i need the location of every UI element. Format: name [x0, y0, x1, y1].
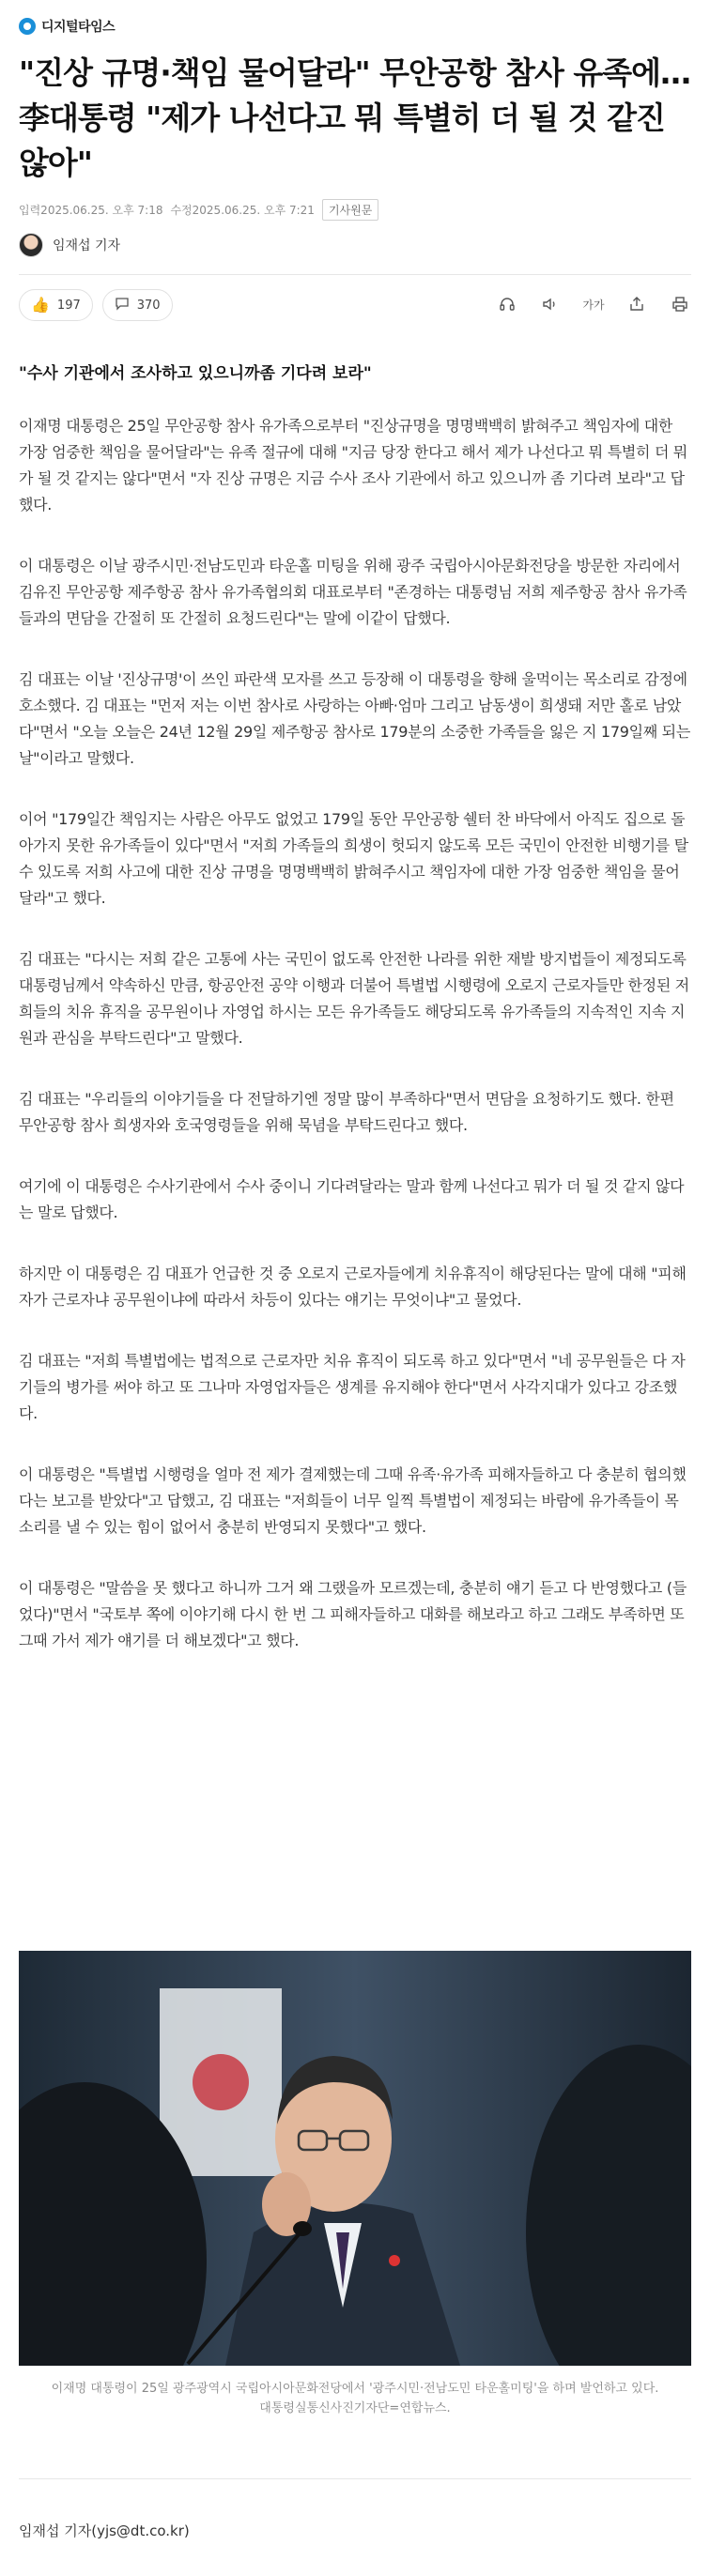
reactions-bar — [19, 289, 173, 321]
headline: "진상 규명·책임 물어달라" 무안공항 참사 유족에…李대통령 "제가 나선다고 뭐 특별히 더 될 것 같진 않아" — [19, 54, 691, 181]
reporter-byline: 임재섭 기자(yjs@dt.co.kr) — [19, 2522, 190, 2539]
article-paragraph: 김 대표는 이날 '진상규명'이 쓰인 파란색 모자를 쓰고 등장해 이 대통령을 향해 울먹이는 목소리로 감정에 호소했다. 김 대표는 "먼저 저는 이번 참사로 사랑하는 아빠·엄마 그리고 남동생이 희생돼 저만 홀로 남았다"면서 "오늘 오늘은 24년 12월 29일 제주항공 참사로 179분의 소중한 가족들을 잃은 지 179일째 되는 날"이라고 말했다. — [19, 670, 690, 767]
photo-caption: 이재명 대통령이 25일 광주광역시 국립아시아문화전당에서 '광주시민·전남도민 타운홀미팅'을 하며 발언하고 있다. 대통령실통신사진기자단=연합뉴스. — [51, 2382, 659, 2415]
article-paragraph: 이 대통령은 "특별법 시행령을 얼마 전 제가 결제했는데 그때 유족·유가족 피해자들하고 다 충분히 협의했다는 보고를 받았다"고 답했고, 김 대표는 "저희들이 너무 일찍 특별법이 제정되는 바람에 유가족들이 목소리를 낼 수 있는 힘이 없어서 충분히 반영되지 못했다"고 했다. — [19, 1465, 687, 1536]
article-tools — [496, 293, 691, 315]
article-body — [19, 413, 691, 1689]
article-paragraph: 김 대표는 "우리들의 이야기들을 다 전달하기엔 정말 많이 부족하다"면서 면담을 요청하기도 했다. 한편 무안공항 참사 희생자와 호국영령들을 위해 묵념을 부탁드린다고 했다. — [19, 1090, 674, 1134]
article-paragraph: 이재명 대통령은 25일 무안공항 참사 유가족으로부터 "진상규명을 명명백백히 밝혀주고 책임자에 대한 가장 엄중한 책임을 물어달라"는 유족 절규에 대해 "지금 당장 한다고 해서 제가 나선다고 뭐 특별히 더 뭐가 될 것 같지는 않다"면서 "자 진상 규명은 지금 수사 조사 기관에서 하고 있으니까 좀 기다려 보라"고 답했다. — [19, 417, 688, 514]
like-count: 197 — [56, 298, 81, 313]
updated-time: 수정2025.06.25. 오후 7:21 — [170, 204, 315, 217]
article-paragraph: 김 대표는 "저희 특별법에는 법적으로 근로자만 치유 휴직이 되도록 하고 있다"면서 "네 공무원들은 다 자기들의 병가를 써야 하고 또 그나마 자영업자들은 생계를 유지해야 한다"면서 사각지대가 있다고 강조했다. — [19, 1352, 686, 1422]
speaker-icon — [541, 295, 560, 314]
article-paragraph: 하지만 이 대통령은 김 대표가 언급한 것 중 오로지 근로자들에게 치유휴직이 해당된다는 말에 대해 "피해자가 근로자냐 공무원이냐에 따라서 차등이 있다는 얘기는 무엇이냐"고 물었다. — [19, 1265, 687, 1309]
audio-button[interactable] — [496, 293, 518, 315]
article-paragraph: 이어 "179일간 책임지는 사람은 아무도 없었고 179일 동안 무안공항 쉘터 찬 바닥에서 아직도 집으로 돌아가지 못한 유가족들이 있다"면서 "저희 가족들의 희생이 헛되지 않도록 모든 국민이 안전한 비행기를 탈 수 있도록 저희 사고에 대한 진상 규명을 명명백백히 밝혀주시고 책임자에 대한 가장 엄중한 책임을 물어달라"고 했다. — [19, 810, 688, 907]
like-button[interactable] — [19, 289, 93, 321]
print-button[interactable] — [669, 293, 691, 315]
author-name: 임재섭 기자 — [53, 238, 121, 253]
source-link[interactable]: 기사원문 — [322, 199, 378, 221]
print-icon — [671, 295, 689, 314]
comment-count: 370 — [136, 298, 161, 313]
author[interactable] — [19, 233, 120, 257]
brand-logo-icon — [19, 18, 36, 35]
article-paragraph: 이 대통령은 "말씀을 못 했다고 하니까 그거 왜 그랬을까 모르겠는데, 충분히 얘기 듣고 다 반영했다고 (들었다)"면서 "국토부 쪽에 이야기해 다시 한 번 그 피해자들하고 대화를 해보라고 하고 그래도 부족하면 또 그때 가서 제가 얘기를 더 해보겠다"고 했다. — [19, 1579, 687, 1649]
divider — [19, 2478, 691, 2479]
article-paragraph: 김 대표는 "다시는 저희 같은 고통에 사는 국민이 없도록 안전한 나라를 위한 재발 방지법들이 제정되도록 대통령님께서 약속하신 만큼, 항공안전 공약 이행과 더불어 특별법 시행령에 오로지 근로자들만 한정된 저희들의 치유 휴직을 공무원이나 자영업 하시는 모든 유가족들도 해당되도록 유가족들의 지속적인 지속 지원과 관심을 부탁드린다"고 말했다. — [19, 950, 689, 1047]
article-photo[interactable] — [19, 1951, 691, 2366]
divider — [19, 274, 691, 275]
font-size-button[interactable] — [582, 293, 605, 315]
article-paragraph: 이 대통령은 이날 광주시민·전남도민과 타운홀 미팅을 위해 광주 국립아시아문화전당을 방문한 자리에서 김유진 무안공항 제주항공 참사 유가족협의회 대표로부터 "존경하는 대통령님 저희 제주항공 참사 유가족들과의 면담을 간절히 또 간절히 요청드린다"는 말에 이같이 답했다. — [19, 557, 687, 627]
comment-button[interactable] — [102, 289, 173, 321]
brand[interactable] — [19, 15, 115, 38]
article-meta — [19, 199, 378, 221]
speaker-button[interactable] — [539, 293, 562, 315]
audio-icon — [498, 295, 517, 314]
share-icon — [627, 295, 646, 314]
share-button[interactable] — [625, 293, 648, 315]
article-paragraph: 여기에 이 대통령은 수사기관에서 수사 중이니 기다려달라는 말과 함께 나선다고 뭐가 더 될 것 같지 않다는 말로 답했다. — [19, 1177, 685, 1221]
like-icon: 👍 — [31, 296, 50, 314]
font-size-icon: 가가 — [582, 298, 605, 312]
avatar — [19, 233, 43, 257]
article-subhead: "수사 기관에서 조사하고 있으니까좀 기다려 보라" — [19, 364, 372, 383]
brand-name: 디지털타임스 — [41, 20, 116, 35]
comment-icon — [115, 296, 130, 314]
published-time: 입력2025.06.25. 오후 7:18 — [19, 204, 163, 217]
